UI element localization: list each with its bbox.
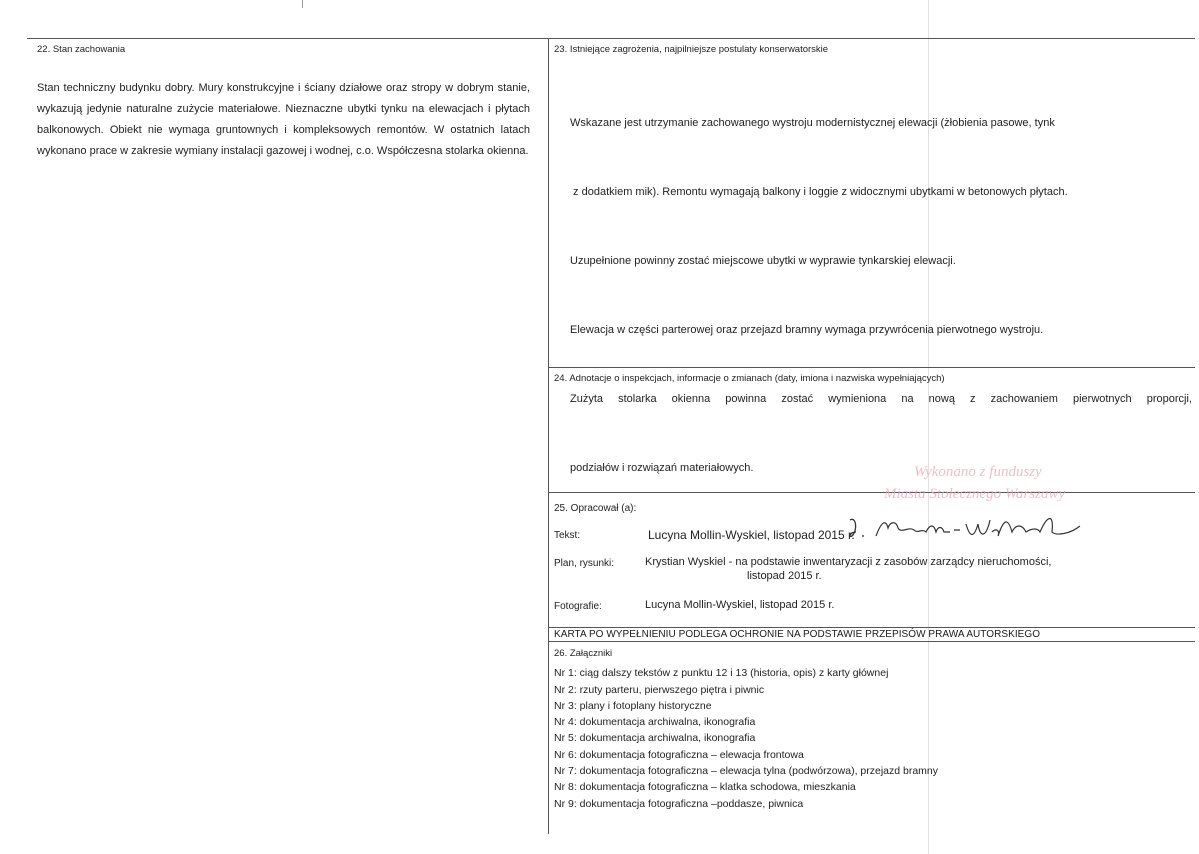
photo-author-label: Fotografie: xyxy=(554,601,602,612)
section-23-heading: 23. Istniejące zagrożenia, najpilniejsze postulaty konserwatorskie xyxy=(554,44,829,55)
funding-stamp-line2: Miasta Stołecznego Warszawy xyxy=(884,486,1066,502)
list-item: Nr 6: dokumentacja fotograficzna – elewacja frontowa xyxy=(554,749,804,761)
list-item: Nr 8: dokumentacja fotograficzna – klatka schodowa, mieszkania xyxy=(554,781,856,793)
list-item: Nr 1: ciąg dalszy tekstów z punktu 12 i 13 (historia, opis) z karty głównej xyxy=(554,667,889,679)
list-item: Nr 3: plany i fotoplany historyczne xyxy=(554,700,712,712)
section-24-heading: 24. Adnotacje o inspekcjach, informacje o zmianach (daty, imiona i nazwiska wypełniających) xyxy=(554,373,945,384)
section-22-heading: 22. Stan zachowania xyxy=(37,44,126,55)
list-item: Nr 7: dokumentacja fotograficzna – elewacja tylna (podwórzowa), przejazd bramny xyxy=(554,765,939,777)
section-25-heading: 25. Opracował (a): xyxy=(554,503,637,514)
divider-notice-bottom xyxy=(548,641,1195,642)
list-item: Nr 2: rzuty parteru, pierwszego piętra i piwnic xyxy=(554,684,765,696)
list-item: Nr 9: dokumentacja fotograficzna –poddasze, piwnica xyxy=(554,798,804,810)
section-23-line: Zużyta stolarka okienna powinna zostać wymieniona na nową z zachowaniem pierwotnych proporcji, xyxy=(570,393,1192,405)
section-26-heading: 26. Załączniki xyxy=(554,648,613,659)
section-23-line: Elewacja w części parterowej oraz przejazd bramny wymaga przywrócenia pierwotnego wystroju. xyxy=(570,324,1044,336)
plan-author-label: Plan, rysunki: xyxy=(554,558,615,569)
divider-notice-top xyxy=(548,627,1195,628)
section-22-body: Stan techniczny budynku dobry. Mury konstrukcyjne i ściany działowe oraz stropy w dobrym stanie, wykazują jedynie naturalne zużycie materiałowe. Nieznaczne ubytki tynku na elewacjach i płytach balkonowych. Obiekt nie wymaga gruntownych i kompleksowych remontów. W ostatnich latach wykonano prace w zakresie wymiany instalacji gazowej i wodnej, c.o. Współczesna stolarka okienna. xyxy=(37,82,530,157)
text-author-value: Lucyna Mollin-Wyskiel, listopad 2015 r. xyxy=(648,528,855,542)
section-23-line: Uzupełnione powinny zostać miejscowe ubytki w wyprawie tynkarskiej elewacji. xyxy=(570,255,956,267)
list-item: Nr 4: dokumentacja archiwalna, ikonografia xyxy=(554,716,756,728)
table-top-border xyxy=(27,38,1195,39)
column-divider xyxy=(548,38,549,834)
text-author-label: Tekst: xyxy=(554,530,581,541)
funding-stamp-line1: Wykonano z funduszy xyxy=(914,464,1042,480)
copyright-notice: KARTA PO WYPEŁNIENIU PODLEGA OCHRONIE NA PODSTAWIE PRZEPISÓW PRAWA AUTORSKIEGO xyxy=(554,629,1041,640)
plan-author-value-line1: Krystian Wyskiel - na podstawie inwentaryzacji z zasobów zarządcy nieruchomości, xyxy=(645,556,1052,568)
plan-author-value-line2: listopad 2015 r. xyxy=(747,570,822,582)
section-23-line: podziałów i rozwiązań materiałowych. xyxy=(570,462,754,474)
section-23-line: Wskazane jest utrzymanie zachowanego wystroju modernistycznej elewacji (żłobienia pasowe, tynk xyxy=(570,117,1055,129)
photo-author-value: Lucyna Mollin-Wyskiel, listopad 2015 r. xyxy=(645,599,835,611)
signature-image xyxy=(842,510,1087,544)
scan-mark xyxy=(302,0,303,8)
section-23-body xyxy=(570,66,1195,503)
section-23-line: z dodatkiem mik). Remontu wymagają balkony i loggie z widocznymi ubytkami w betonowych płytach. xyxy=(570,186,1068,198)
list-item: Nr 5: dokumentacja archiwalna, ikonografia xyxy=(554,732,756,744)
